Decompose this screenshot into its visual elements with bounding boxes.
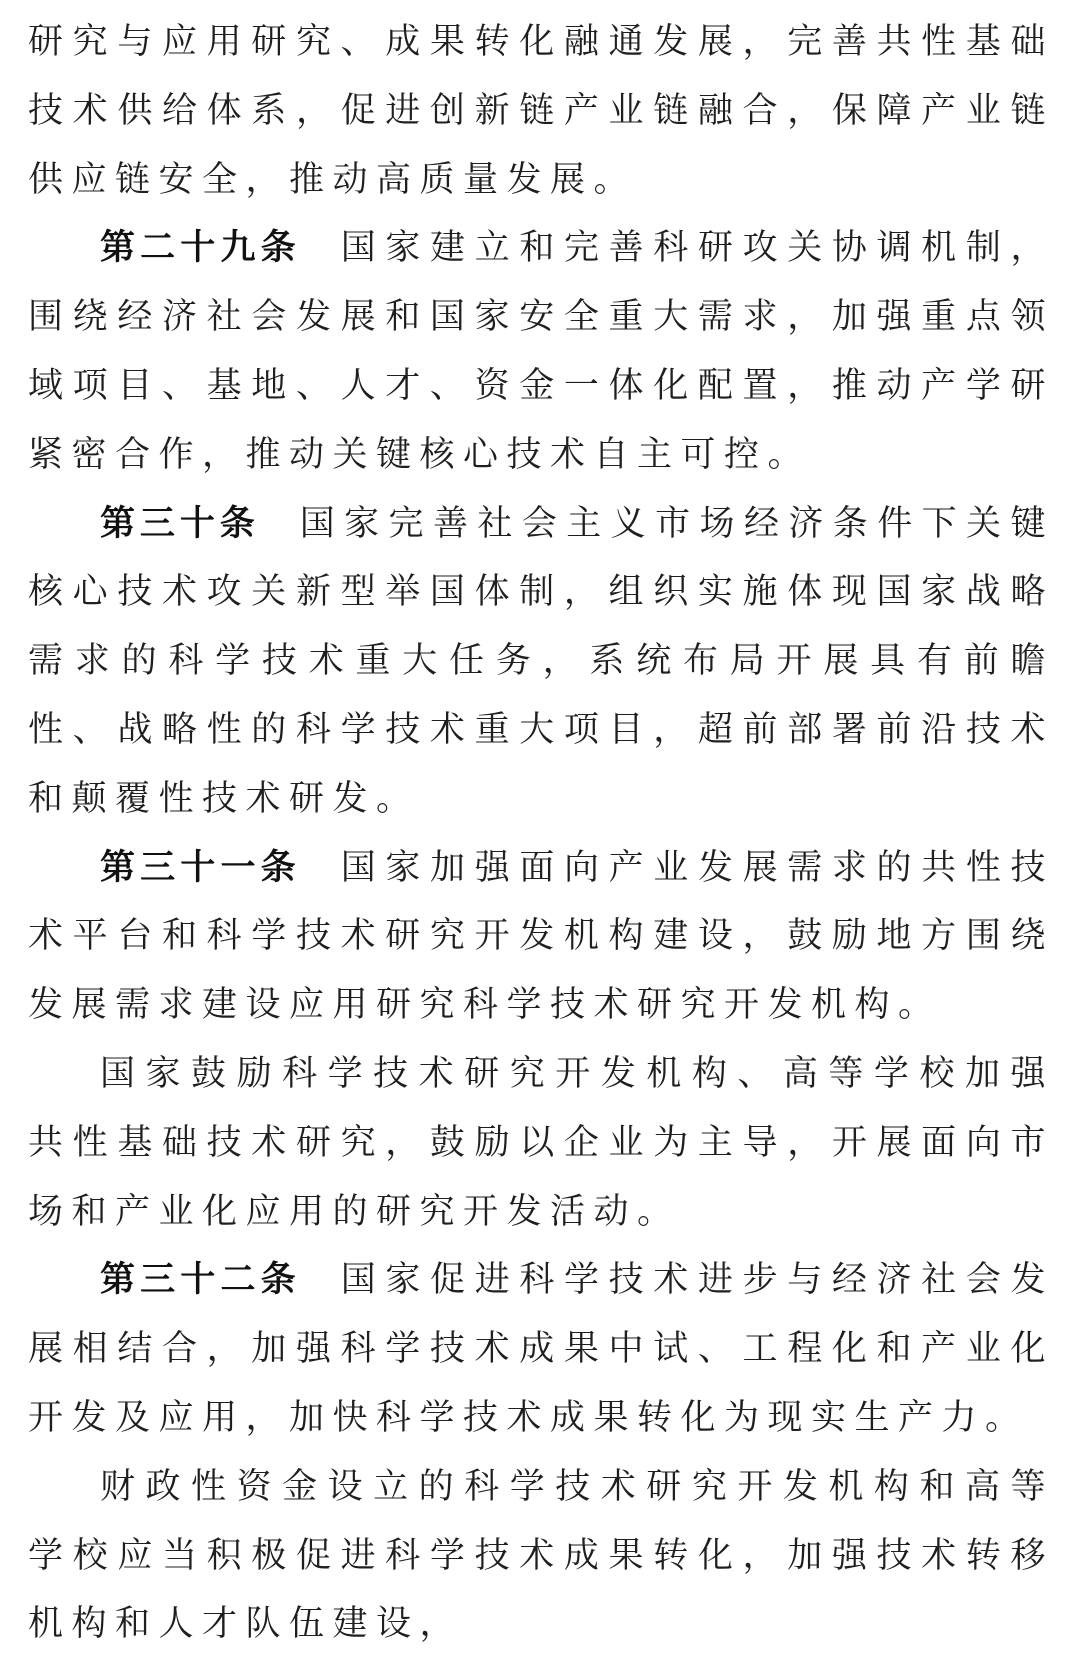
- paragraph-continuation: [28, 8, 1054, 214]
- document-page: [28, 8, 1054, 1659]
- article-31: [28, 834, 1054, 1040]
- article-30: [28, 490, 1054, 834]
- article-heading: 第三十一条: [100, 847, 301, 888]
- article-heading: 第三十条: [100, 503, 260, 544]
- article-32: [28, 1246, 1054, 1452]
- paragraph-text: 国家加强面向产业发展需求的共性技术平台和科学技术研究开发机构建设，鼓励地方围绕发展需求建设应用研究科学技术研究开发机构。: [28, 847, 1054, 1026]
- paragraph-text: 研究与应用研究、成果转化融通发展，完善共性基础技术供给体系，促进创新链产业链融合，保障产业链供应链安全，推动高质量发展。: [28, 22, 1054, 200]
- paragraph-text: 国家鼓励科学技术研究开发机构、高等学校加强共性基础技术研究，鼓励以企业为主导，开展面向市场和产业化应用的研究开发活动。: [28, 1053, 1054, 1232]
- paragraph-text: 国家促进科学技术进步与经济社会发展相结合，加强科学技术成果中试、工程化和产业化开发及应用，加快科学技术成果转化为现实生产力。: [28, 1260, 1054, 1438]
- article-29: [28, 214, 1054, 489]
- article-32-paragraph-2: [28, 1453, 1054, 1659]
- paragraph-text: 国家完善社会主义市场经济条件下关键核心技术攻关新型举国体制，组织实施体现国家战略需求的科学技术重大任务，系统布局开展具有前瞻性、战略性的科学技术重大项目，超前部署前沿技术和颠覆性技术研发。: [28, 503, 1054, 819]
- article-31-paragraph-2: [28, 1040, 1054, 1246]
- paragraph-text: 国家建立和完善科研攻关协调机制，围绕经济社会发展和国家安全重大需求，加强重点领域项目、基地、人才、资金一体化配置，推动产学研紧密合作，推动关键核心技术自主可控。: [28, 228, 1054, 475]
- paragraph-text: 财政性资金设立的科学技术研究开发机构和高等学校应当积极促进科学技术成果转化，加强技术转移机构和人才队伍建设，: [28, 1466, 1054, 1645]
- article-heading: 第二十九条: [100, 228, 301, 269]
- article-heading: 第三十二条: [100, 1260, 301, 1301]
